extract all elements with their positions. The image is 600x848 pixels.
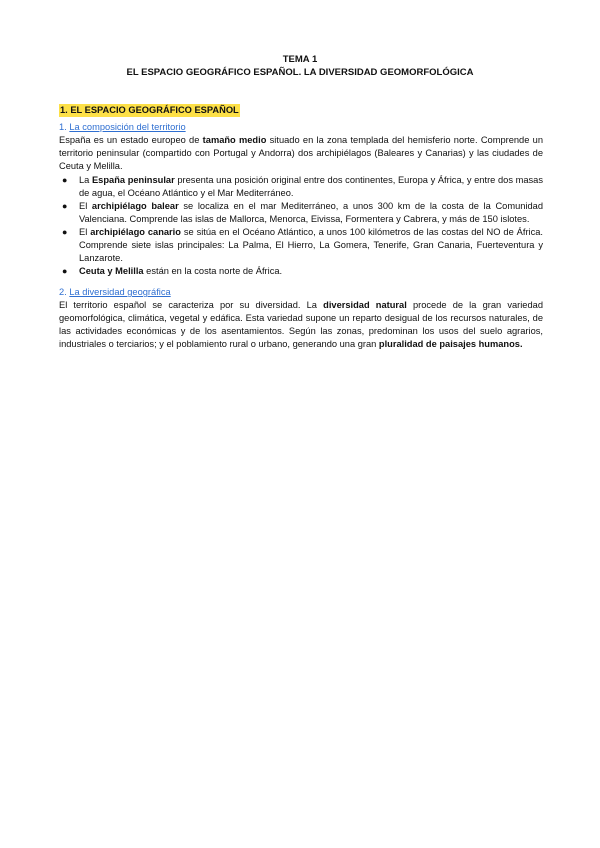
diversity-bold-d: pluralidad de paisajes humanos. [378,339,523,349]
diversity-bold-b: diversidad natural [323,300,407,310]
list-item-bold: Ceuta y Melilla [79,266,144,276]
section-heading: 1. EL ESPACIO GEOGRÁFICO ESPAÑOL [60,105,239,115]
list-item-text: están en la costa norte de África. [143,266,283,276]
list-item-text: se localiza en el mar Mediterráneo, a unos 300 km de la costa de la Comunidad Valenciana. Comprende las islas de Mallorca, Menorca, Eivissa, Formentera y Cabrera, y más de 150 islotes. [79,201,543,224]
link-composicion-territorio[interactable]: La composición del territorio [69,122,186,132]
subsection-heading-composicion [59,121,543,134]
diversity-text-a: El territorio español se caracteriza por su diversidad. La [59,300,324,310]
subsection-number: 1. [59,122,67,132]
intro-bold: tamaño medio [202,135,267,145]
document-header [0,53,600,79]
list-item-pre: El [79,201,92,211]
bullet-icon: ● [62,175,68,185]
subsection-number: 2. [59,287,67,297]
intro-text-a: España es un estado europeo de [59,135,203,145]
diversity-text-c: procede de la gran variedad geomorfológica, climática, vegetal y edáfica. Esta variedad supone un reparto desigual de los recursos naturales, de las actividades económicas y de los asentamientos. Según las zonas, predominan los usos del suelo agrarios, industriales o terciarios; y el poblamiento rural o urbano, generando una gran [59,300,543,349]
list-item [62,226,544,265]
list-item-bold: archipiélago balear [91,201,179,211]
diversity-paragraph [59,299,543,351]
list-item [62,265,543,278]
list-item-pre: El [79,227,91,237]
list-item-bold: archipiélago canario [90,227,181,237]
list-item-text: presenta una posición original entre dos continentes, Europa y África, y entre dos masas de agua, el Océano Atlántico y el Mar Mediterráneo. [79,175,543,198]
bullet-icon: ● [62,266,68,276]
list-item-text: se sitúa en el Océano Atlántico, a unos 100 kilómetros de las costas del NO de África. Comprende siete islas principales: La Palma, El Hierro, La Gomera, Tenerife, Gran Canaria, Fuerteventura y Lanzarote. [79,227,544,263]
list-item-bold: España peninsular [91,175,175,185]
subsection-heading-diversidad [59,286,543,299]
bullet-icon: ● [62,227,68,237]
intro-text-c: situado en la zona templada del hemisferio norte. Comprende un territorio peninsular (compartido con Portugal y Andorra) dos archipiélagos (Baleares y Canarias) y las ciudades de Ceuta y Melilla. [59,135,544,171]
list-item-pre: La [79,175,92,185]
link-diversidad-geografica[interactable]: La diversidad geográfica [69,287,171,297]
section-heading-wrapper [59,104,543,117]
intro-paragraph [59,134,543,173]
list-item [62,174,543,200]
tema-label: TEMA 1 [282,54,318,65]
document-body [59,104,543,351]
bullet-icon: ● [62,201,68,211]
list-item [62,200,543,226]
territory-list [59,174,543,278]
document-title: EL ESPACIO GEOGRÁFICO ESPAÑOL. LA DIVERSIDAD GEOMORFOLÓGICA [126,67,474,78]
